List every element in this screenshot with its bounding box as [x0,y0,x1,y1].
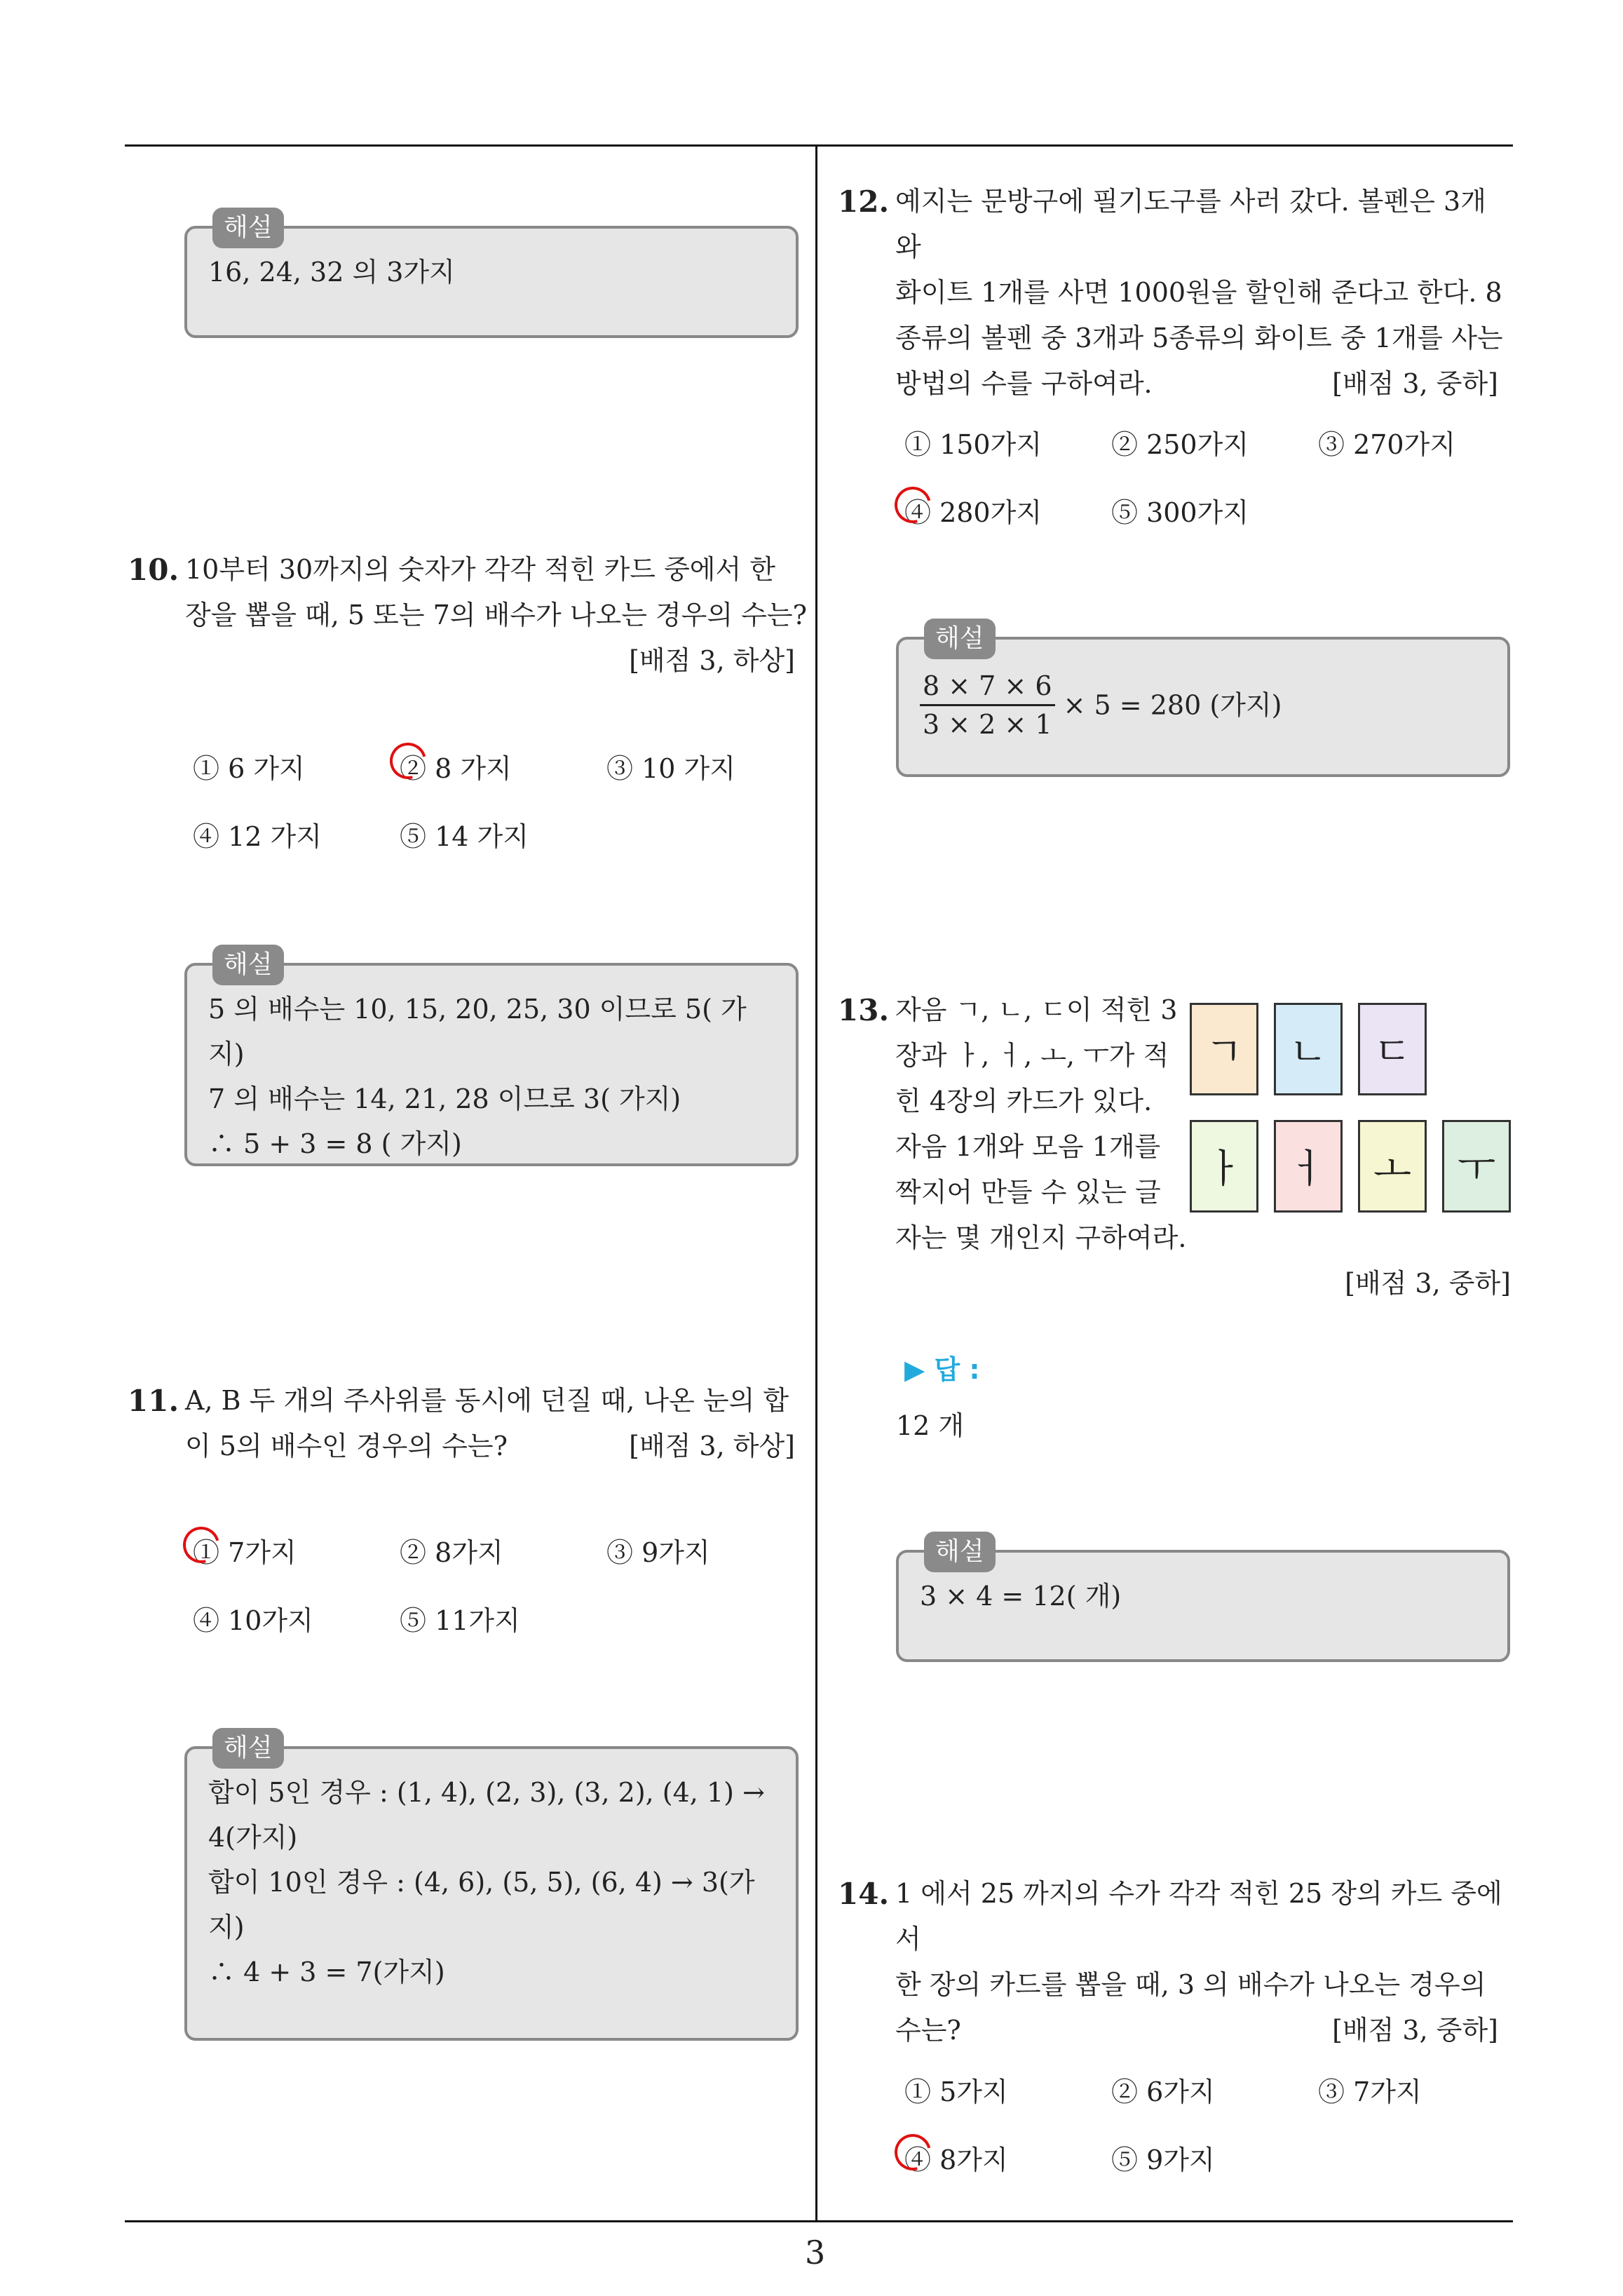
question-text-line: A, B 두 개의 주사위를 동시에 던질 때, 나온 눈의 합 [185,1385,789,1416]
question-14 [838,1871,1511,2053]
solution-line: 3 × 4 = 12( 개) [920,1581,1122,1612]
prev-solution-box [184,213,799,338]
choice-2[interactable]: ② 8 가지 [400,753,512,784]
choice-4[interactable]: ④ 8가지 [904,2145,1008,2175]
solution-line: 4(가지) [208,1822,298,1853]
question-12 [838,179,1511,407]
top-rule [125,144,1513,147]
solution-tag: 해설 [924,1532,996,1572]
question-text-line: 이 5의 배수인 경우의 수는? [185,1431,508,1461]
choice-5[interactable]: ⑤ 9가지 [1111,2145,1215,2175]
choice-5[interactable]: ⑤ 300가지 [1111,497,1249,528]
column-divider [815,144,817,2220]
question-10 [128,547,808,684]
question-text-line: 종류의 볼펜 중 3개과 5종류의 화이트 중 1개를 사는 [895,323,1503,353]
fraction-denominator: 3 × 2 × 1 [923,709,1052,740]
card-vowel-4: ㅜ [1442,1120,1511,1213]
question-score: [배점 3, 하상] [629,645,795,676]
solution-tag: 해설 [212,208,284,248]
choice-3[interactable]: ③ 10 가지 [606,753,735,784]
solution-line: 지) [208,1912,245,1943]
answer-label: ▶ 답 : [904,1354,980,1385]
bottom-rule [125,2220,1513,2222]
question-text-line: 화이트 1개를 사면 1000원을 할인해 준다고 한다. 8 [895,277,1502,308]
choice-4[interactable]: ④ 10가지 [193,1605,313,1636]
choice-1[interactable]: ① 5가지 [904,2076,1008,2107]
solution-box-10 [184,950,799,1166]
question-score: [배점 3, 중하] [1332,2015,1498,2046]
choice-1[interactable]: ① 150가지 [904,429,1043,460]
fraction-numerator: 8 × 7 × 6 [920,668,1055,706]
question-text-line: 10부터 30까지의 숫자가 각각 적힌 카드 중에서 한 [185,554,776,585]
choice-3[interactable]: ③ 9가지 [606,1537,710,1568]
card-consonant-2: ㄴ [1274,1003,1343,1095]
solution-box-12 [896,624,1510,777]
choice-2[interactable]: ② 6가지 [1111,2076,1215,2107]
card-consonant-3: ㄷ [1358,1003,1427,1095]
choice-4[interactable]: ④ 280가지 [904,497,1043,528]
question-number: 14. [838,1877,890,1911]
card-vowel-3: ㅗ [1358,1120,1427,1213]
question-score: [배점 3, 중하] [1345,1268,1511,1299]
question-text-line: 예지는 문방구에 필기도구를 사러 갔다. 볼펜은 3개와 [895,186,1486,262]
question-score: [배점 3, 중하] [1332,368,1498,399]
question-text-line: 장과 ㅏ, ㅓ, ㅗ, ㅜ가 적 [895,1040,1169,1071]
page-number: 3 [805,2234,826,2271]
question-text-line: 자음 ㄱ, ㄴ, ㄷ이 적힌 3 [895,994,1178,1025]
question-11 [128,1378,808,1469]
solution-line: 합이 5인 경우 : (1, 4), (2, 3), (3, 2), (4, 1) → [208,1777,765,1808]
choice-3[interactable]: ③ 270가지 [1318,429,1456,460]
choice-5[interactable]: ⑤ 11가지 [400,1605,520,1636]
solution-line: 5 의 배수는 10, 15, 20, 25, 30 이므로 5( 가지) [208,994,747,1069]
choice-4[interactable]: ④ 12 가지 [193,821,322,852]
question-number: 13. [838,993,890,1027]
solution-box-13 [896,1537,1510,1662]
solution-box-11 [184,1734,799,2041]
choice-1[interactable]: ① 6 가지 [193,753,305,784]
solution-tag: 해설 [212,945,284,985]
question-text-line: 1 에서 25 까지의 수가 각각 적힌 25 장의 카드 중에서 [895,1878,1502,1954]
card-vowel-1: ㅏ [1190,1120,1258,1213]
answer-value: 12 개 [896,1410,965,1441]
prev-solution-text: 16, 24, 32 의 3가지 [208,257,455,288]
fraction [920,668,1055,743]
solution-tag: 해설 [212,1728,284,1769]
card-vowel-2: ㅓ [1274,1120,1343,1213]
question-text-line: 자는 몇 개인지 구하여라. [895,1222,1187,1253]
solution-tag: 해설 [924,619,996,659]
choice-1[interactable]: ① 7가지 [193,1537,297,1568]
question-text-line: 수는? [895,2015,961,2046]
question-text-line: 한 장의 카드를 뽑을 때, 3 의 배수가 나오는 경우의 [895,1969,1486,2000]
choice-2[interactable]: ② 8가지 [400,1537,503,1568]
question-score: [배점 3, 하상] [629,1431,795,1461]
choice-5[interactable]: ⑤ 14 가지 [400,821,529,852]
question-text-line: 장을 뽑을 때, 5 또는 7의 배수가 나오는 경우의 수는? [185,600,807,630]
question-text-line: 짝지어 만들 수 있는 글 [895,1177,1161,1208]
solution-line: ∴ 5 + 3 = 8 ( 가지) [208,1128,462,1159]
choice-3[interactable]: ③ 7가지 [1318,2076,1422,2107]
choice-2[interactable]: ② 250가지 [1111,429,1249,460]
question-number: 12. [838,184,890,219]
question-number: 11. [128,1384,179,1418]
solution-line: ∴ 4 + 3 = 7(가지) [208,1957,445,1987]
card-consonant-1: ㄱ [1190,1003,1258,1095]
question-text-line: 방법의 수를 구하여라. [895,368,1153,399]
solution-line: 합이 10인 경우 : (4, 6), (5, 5), (6, 4) → 3(가 [208,1867,755,1898]
question-text-line: 자음 1개와 모음 1개를 [895,1131,1161,1162]
solution-rest: × 5 = 280 (가지) [1063,689,1282,721]
solution-line: 7 의 배수는 14, 21, 28 이므로 3( 가지) [208,1083,681,1114]
question-text-line: 힌 4장의 카드가 있다. [895,1086,1153,1116]
question-number: 10. [128,553,179,587]
